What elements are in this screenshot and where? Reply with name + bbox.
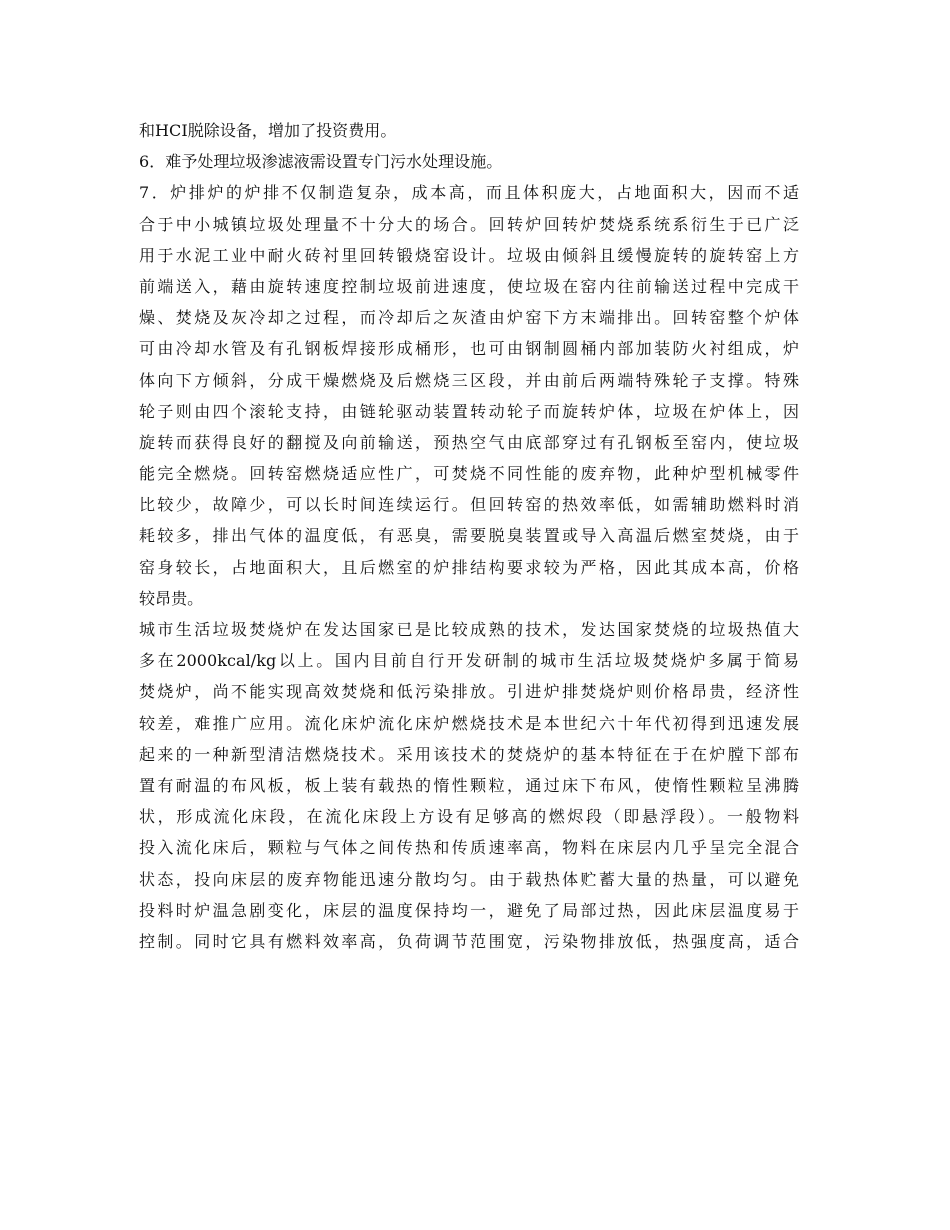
text-line: 体向下方倾斜，分成干燥燃烧及后燃烧三区段，并由前后两端特殊轮子支撑。特殊 <box>139 370 799 390</box>
text-line: 7．炉排炉的炉排不仅制造复杂，成本高，而且体积庞大，占地面积大，因而不适 <box>139 183 799 203</box>
text-line: 6．难予处理垃圾渗滤液需设置专门污水处理设施。 <box>139 152 503 172</box>
text-line: 投料时炉温急剧变化，床层的温度保持均一，避免了局部过热，因此床层温度易于 <box>139 900 799 920</box>
text-line: 能完全燃烧。回转窑燃烧适应性广，可焚烧不同性能的废弃物，此种炉型机械零件 <box>139 464 799 484</box>
text-line: 和HCI脱除设备，增加了投资费用。 <box>139 121 397 140</box>
text-line: 较差，难推广应用。流化床炉流化床炉燃烧技术是本世纪六十年代初得到迅速发展 <box>139 713 799 733</box>
text-line: 旋转而获得良好的翻搅及向前输送，预热空气由底部穿过有孔钢板至窑内，使垃圾 <box>139 432 799 452</box>
text-line: 焚烧炉，尚不能实现高效焚烧和低污染排放。引进炉排焚烧炉则价格昂贵，经济性 <box>139 682 799 702</box>
text-line: 较昂贵。 <box>139 588 204 608</box>
text-line: 状态，投向床层的废弃物能迅速分散均匀。由于载热体贮蓄大量的热量，可以避免 <box>139 869 799 889</box>
text-line: 前端送入，藉由旋转速度控制垃圾前进速度，使垃圾在窑内往前输送过程中完成干 <box>139 276 799 296</box>
text-line: 控制。同时它具有燃料效率高，负荷调节范围宽，污染物排放低，热强度高，适合 <box>139 931 799 951</box>
text-line: 用于水泥工业中耐火砖衬里回转锻烧窑设计。垃圾由倾斜且缓慢旋转的旋转窑上方 <box>139 245 799 265</box>
text-line: 合于中小城镇垃圾处理量不十分大的场合。回转炉回转炉焚烧系统系衍生于已广泛 <box>139 214 799 234</box>
text-line: 窑身较长，占地面积大，且后燃室的炉排结构要求较为严格，因此其成本高，价格 <box>139 557 799 577</box>
text-line: 多在2000kcal/kg以上。国内目前自行开发研制的城市生活垃圾焚烧炉多属于简易 <box>139 651 799 671</box>
text-line: 比较少，故障少，可以长时间连续运行。但回转窑的热效率低，如需辅助燃料时消 <box>139 495 799 515</box>
body-text <box>139 115 799 957</box>
text-line: 置有耐温的布风板，板上装有载热的惰性颗粒，通过床下布风，使惰性颗粒呈沸腾 <box>139 775 799 795</box>
text-line: 起来的一种新型清洁燃烧技术。采用该技术的焚烧炉的基本特征在于在炉膛下部布 <box>139 744 799 764</box>
text-line: 城市生活垃圾焚烧炉在发达国家已是比较成熟的技术，发达国家焚烧的垃圾热值大 <box>139 620 799 639</box>
text-line: 耗较多，排出气体的温度低，有恶臭，需要脱臭装置或导入高温后燃室焚烧，由于 <box>139 526 799 546</box>
text-line: 状，形成流化床段，在流化床段上方设有足够高的燃烬段（即悬浮段）。一般物料 <box>139 807 799 827</box>
text-line: 可由冷却水管及有孔钢板焊接形成桶形，也可由钢制圆桶内部加装防火衬组成，炉 <box>139 339 799 359</box>
text-line: 燥、焚烧及灰冷却之过程，而冷却后之灰渣由炉窑下方末端排出。回转窑整个炉体 <box>139 308 799 328</box>
text-line: 轮子则由四个滚轮支持，由链轮驱动装置转动轮子而旋转炉体，垃圾在炉体上，因 <box>139 401 799 421</box>
text-line: 投入流化床后，颗粒与气体之间传热和传质速率高，物料在床层内几乎呈完全混合 <box>139 838 799 858</box>
